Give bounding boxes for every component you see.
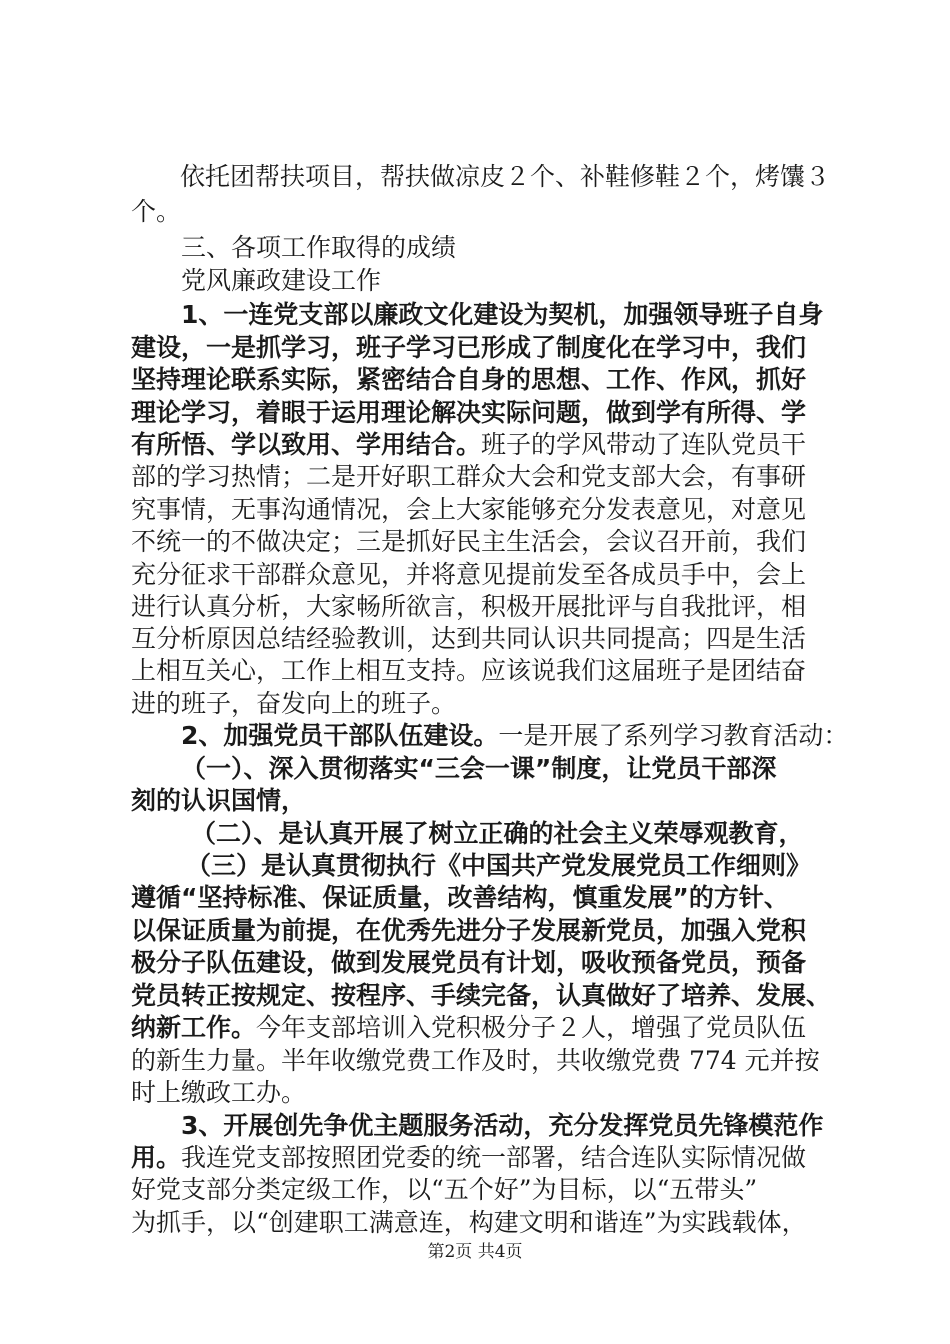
text-line	[131, 333, 806, 364]
text-segment: 充分征求干部群众意见，并将意见提前发至各成员手中，会上	[131, 560, 807, 589]
bold-text-segment: 有所悟、学以致用、学用结合。	[131, 430, 482, 459]
text-segment: 部的学习热情；二是开好职工群众大会和党支部大会，有事研	[131, 462, 807, 491]
text-line	[181, 721, 848, 752]
text-line	[131, 1013, 806, 1044]
text-line	[131, 398, 806, 429]
text-line	[131, 1143, 806, 1174]
text-segment: 为抓手，以“创建职工满意连，构建文明和谐连”为实践载体，	[131, 1208, 807, 1237]
text-line	[131, 462, 806, 493]
bold-text-segment: 党员转正按规定、按程序、手续完备，认真做好了培养、发展、	[131, 981, 832, 1010]
text-segment: 究事情，无事沟通情况，会上大家能够充分发表意见，对意见	[131, 495, 807, 524]
bold-text-segment: （一）、深入贯彻落实“三会一课”制度，让党员干部深	[181, 754, 777, 783]
text-line	[131, 948, 806, 979]
text-line	[180, 162, 830, 193]
text-segment: 的新生力量。半年收缴党费工作及时，共收缴党费 774 元并按	[131, 1046, 820, 1075]
text-line	[186, 851, 811, 882]
text-line	[181, 754, 776, 785]
bold-text-segment: 用。	[131, 1143, 182, 1172]
text-line	[191, 819, 804, 850]
text-line	[131, 883, 789, 914]
text-segment: 班子的学风带动了连队党员干	[481, 430, 807, 459]
text-segment: 今年支部培训入党积极分子２人，增强了党员队伍	[256, 1013, 807, 1042]
text-line	[131, 916, 806, 947]
text-segment: 时上缴政工办。	[131, 1078, 307, 1107]
bold-text-segment: 刻的认识国情，	[131, 786, 307, 815]
text-line	[131, 1046, 820, 1077]
text-segment: 不统一的不做决定；三是抓好民主生活会，会议召开前，我们	[131, 527, 807, 556]
bold-text-segment: 极分子队伍建设，做到发展党员有计划，吸收预备党员，预备	[131, 948, 807, 977]
bold-text-segment: （二）、是认真开展了树立正确的社会主义荣辱观教育，	[191, 819, 804, 848]
text-segment: 依托团帮扶项目，帮扶做凉皮２个、补鞋修鞋２个，烤馕３	[180, 162, 831, 191]
bold-text-segment: 建设，一是抓学习，班子学习已形成了制度化在学习中，我们	[131, 333, 807, 362]
bold-text-segment: 坚持理论联系实际，紧密结合自身的思想、工作、作风，抓好	[131, 365, 807, 394]
bold-text-segment: 以保证质量为前提，在优秀先进分子发展新党员，加强入党积	[131, 916, 807, 945]
text-line	[131, 592, 806, 623]
page-footer	[0, 1241, 950, 1263]
bold-text-segment: 遵循“坚持标准、保证质量，改善结构，慎重发展”的方针、	[131, 883, 789, 912]
text-line	[131, 430, 806, 461]
text-segment: 党风廉政建设工作	[181, 266, 382, 295]
text-segment: 一是开展了系列学习教育活动：	[498, 721, 849, 750]
bold-text-segment: 2、加强党员干部队伍建设。	[181, 721, 499, 750]
text-segment: 我连党支部按照团党委的统一部署，结合连队实际情况做	[181, 1143, 807, 1172]
text-segment: 上相互关心，工作上相互支持。应该说我们这届班子是团结奋	[131, 656, 807, 685]
bold-text-segment: 3、开展创先争优主题服务活动，充分发挥党员先锋模范作	[181, 1111, 824, 1140]
text-segment: 进行认真分析，大家畅所欲言，积极开展批评与自我批评，相	[131, 592, 807, 621]
bold-text-segment: 1、一连党支部以廉政文化建设为契机，加强领导班子自身	[181, 300, 824, 329]
text-line	[131, 1078, 306, 1109]
text-line	[131, 1208, 807, 1239]
bold-text-segment: 理论学习，着眼于运用理论解决实际问题，做到学有所得、学	[131, 398, 807, 427]
text-segment: 互分析原因总结经验教训，达到共同认识共同提高；四是生活	[131, 624, 807, 653]
text-segment: 进的班子，奋发向上的班子。	[131, 689, 457, 718]
text-line	[181, 1111, 823, 1142]
text-line	[131, 197, 181, 228]
text-line	[131, 981, 831, 1012]
text-line	[131, 527, 806, 558]
text-line	[131, 656, 806, 687]
text-line	[181, 266, 381, 297]
text-line	[131, 786, 306, 817]
text-line	[131, 624, 806, 655]
text-line	[181, 233, 456, 264]
text-segment: 个。	[131, 197, 182, 226]
text-line	[131, 689, 456, 720]
text-segment: 好党支部分类定级工作，以“五个好”为目标，以“五带头”	[131, 1175, 758, 1204]
page-number-label: 第2页 共4页	[427, 1242, 523, 1262]
text-line	[131, 1175, 757, 1206]
text-segment: 三、各项工作取得的成绩	[181, 233, 457, 262]
text-line	[131, 365, 806, 396]
bold-text-segment: （三）是认真贯彻执行《中国共产党发展党员工作细则》	[186, 851, 812, 880]
text-line	[181, 300, 823, 331]
bold-text-segment: 纳新工作。	[131, 1013, 257, 1042]
text-line	[131, 495, 806, 526]
text-line	[131, 560, 806, 591]
